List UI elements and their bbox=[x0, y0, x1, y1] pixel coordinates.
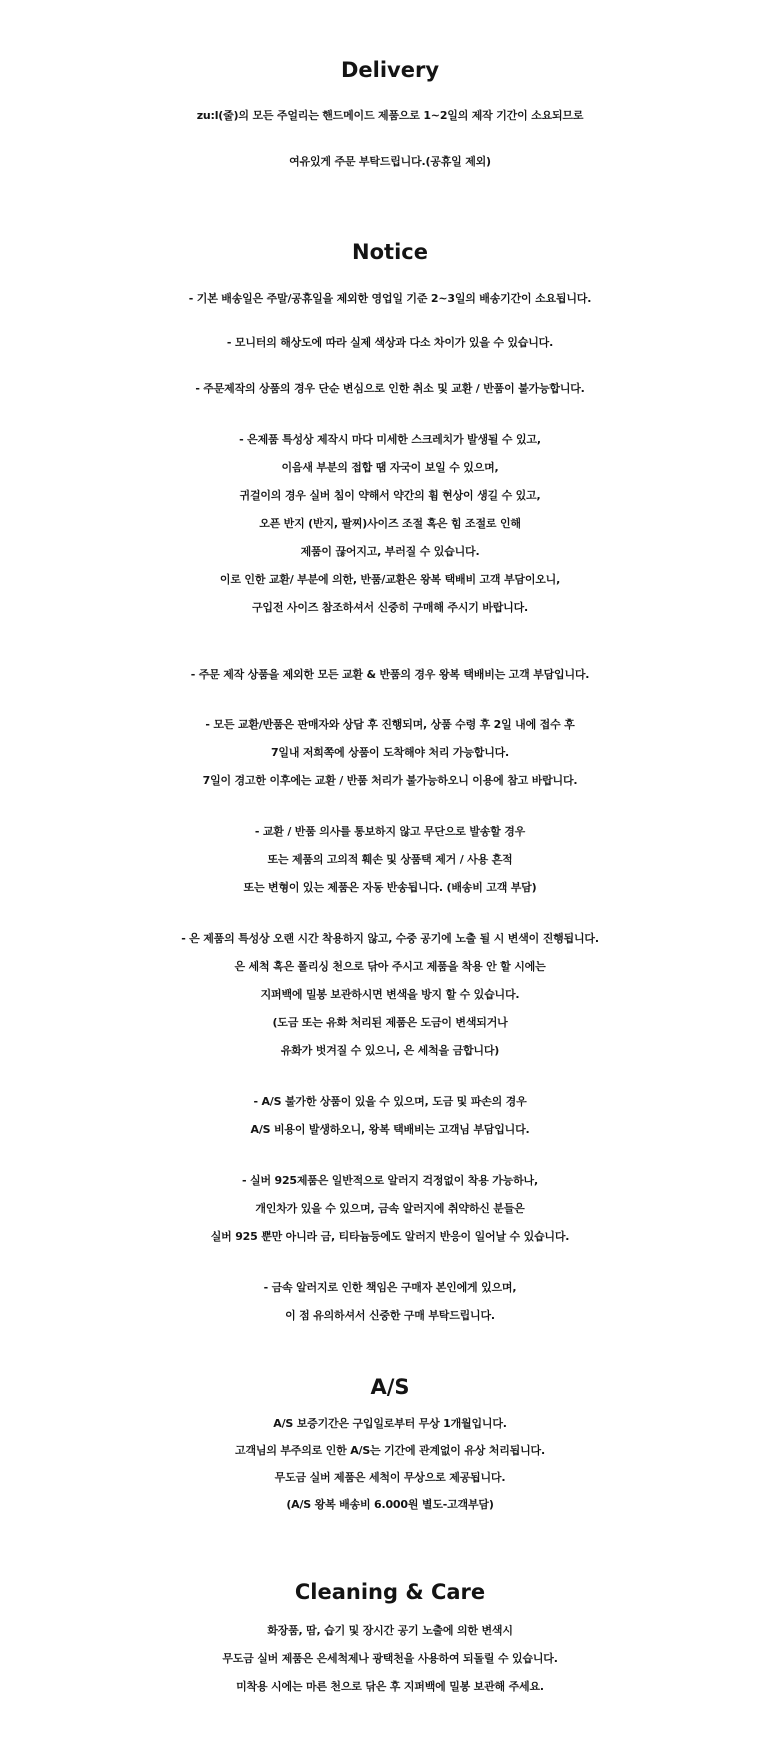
notice-line: 이 점 유의하셔서 신중한 구매 부탁드립니다. bbox=[285, 1309, 495, 1322]
notice-line: - 주문제작의 상품의 경우 단순 변심으로 인한 취소 및 교환 / 반품이 불가능합니다. bbox=[195, 382, 585, 395]
notice-line: 은 세척 혹은 폴리싱 천으로 닦아 주시고 제품을 착용 안 할 시에는 bbox=[234, 960, 546, 973]
notice-line: - 은 제품의 특성상 오랜 시간 착용하지 않고, 수중 공기에 노출 될 시 변색이 진행됩니다. bbox=[181, 932, 599, 945]
notice-line: 실버 925 뿐만 아니라 금, 티타늄등에도 알러지 반응이 일어날 수 있습니다. bbox=[210, 1230, 570, 1243]
as-line: 고객님의 부주의로 인한 A/S는 기간에 관계없이 유상 처리됩니다. bbox=[235, 1444, 545, 1457]
notice-line: - 주문 제작 상품을 제외한 모든 교환 & 반품의 경우 왕복 택배비는 고객 부담입니다. bbox=[190, 668, 590, 681]
notice-line: 또는 제품의 고의적 훼손 및 상품택 제거 / 사용 흔적 bbox=[267, 853, 513, 866]
notice-line: - 금속 알러지로 인한 책임은 구매자 본인에게 있으며, bbox=[263, 1281, 517, 1294]
notice-line: - 교환 / 반품 의사를 통보하지 않고 무단으로 발송할 경우 bbox=[254, 825, 526, 838]
notice-line: 귀걸이의 경우 실버 침이 약해서 약간의 휨 현상이 생길 수 있고, bbox=[239, 489, 541, 502]
delivery-line: zu:l(줄)의 모든 주얼리는 핸드메이드 제품으로 1~2일의 제작 기간이 소요되므로 bbox=[196, 109, 584, 122]
notice-line: (도금 또는 유화 처리된 제품은 도금이 변색되거나 bbox=[272, 1016, 508, 1029]
care-line: 무도금 실버 제품은 은세척제나 광택천을 사용하여 되돌릴 수 있습니다. bbox=[222, 1652, 558, 1665]
notice-line: 7일내 저희쪽에 상품이 도착해야 처리 가능합니다. bbox=[270, 746, 510, 759]
delivery-line: 여유있게 주문 부탁드립니다.(공휴일 제외) bbox=[289, 155, 491, 168]
notice-title: Notice bbox=[352, 240, 428, 264]
care-title: Cleaning & Care bbox=[294, 1580, 486, 1604]
notice-line: 유화가 벗겨질 수 있으니, 은 세척을 금합니다) bbox=[280, 1044, 500, 1057]
notice-line: 이로 인한 교환/ 부분에 의한, 반품/교환은 왕복 택배비 고객 부담이오니, bbox=[219, 573, 561, 586]
notice-line: 제품이 끊어지고, 부러질 수 있습니다. bbox=[300, 545, 480, 558]
as-line: A/S 보증기간은 구입일로부터 무상 1개월입니다. bbox=[273, 1417, 507, 1430]
notice-line: 지퍼백에 밀봉 보관하시면 변색을 방지 할 수 있습니다. bbox=[260, 988, 520, 1001]
as-line: 무도금 실버 제품은 세척이 무상으로 제공됩니다. bbox=[274, 1471, 506, 1484]
as-title: A/S bbox=[370, 1375, 410, 1399]
care-line: 화장품, 땀, 습기 및 장시간 공기 노출에 의한 변색시 bbox=[267, 1624, 513, 1637]
delivery-title: Delivery bbox=[340, 58, 440, 82]
notice-line: 또는 변형이 있는 제품은 자동 반송됩니다. (배송비 고객 부담) bbox=[243, 881, 537, 894]
as-line: (A/S 왕복 배송비 6.000원 별도-고객부담) bbox=[286, 1498, 494, 1511]
notice-line: 개인차가 있을 수 있으며, 금속 알러지에 취약하신 분들은 bbox=[255, 1202, 525, 1215]
care-line: 미착용 시에는 마른 천으로 닦은 후 지퍼백에 밀봉 보관해 주세요. bbox=[236, 1680, 544, 1693]
notice-line: - 은제품 특성상 제작시 마다 미세한 스크레치가 발생될 수 있고, bbox=[239, 433, 541, 446]
notice-line: 7일이 경고한 이후에는 교환 / 반품 처리가 불가능하오니 이용에 참고 바랍니다. bbox=[202, 774, 578, 787]
notice-line: A/S 비용이 발생하오니, 왕복 택배비는 고객님 부담입니다. bbox=[250, 1123, 530, 1136]
notice-line: - 모니터의 해상도에 따라 실제 색상과 다소 차이가 있을 수 있습니다. bbox=[226, 336, 554, 349]
notice-line: 이음새 부분의 접합 땜 자국이 보일 수 있으며, bbox=[281, 461, 499, 474]
notice-line: - 실버 925제품은 일반적으로 알러지 걱정없이 착용 가능하나, bbox=[242, 1174, 538, 1187]
notice-line: - A/S 불가한 상품이 있을 수 있으며, 도금 및 파손의 경우 bbox=[253, 1095, 527, 1108]
notice-line: 구입전 사이즈 참조하셔서 신중히 구매해 주시기 바랍니다. bbox=[252, 601, 528, 614]
notice-line: - 기본 배송일은 주말/공휴일을 제외한 영업일 기준 2~3일의 배송기간이 소요됩니다. bbox=[188, 292, 592, 305]
notice-line: 오픈 반지 (반지, 팔찌)사이즈 조절 혹은 힘 조절로 인해 bbox=[259, 517, 521, 530]
notice-line: - 모든 교환/반품은 판매자와 상담 후 진행되며, 상품 수령 후 2일 내에 접수 후 bbox=[205, 718, 575, 731]
